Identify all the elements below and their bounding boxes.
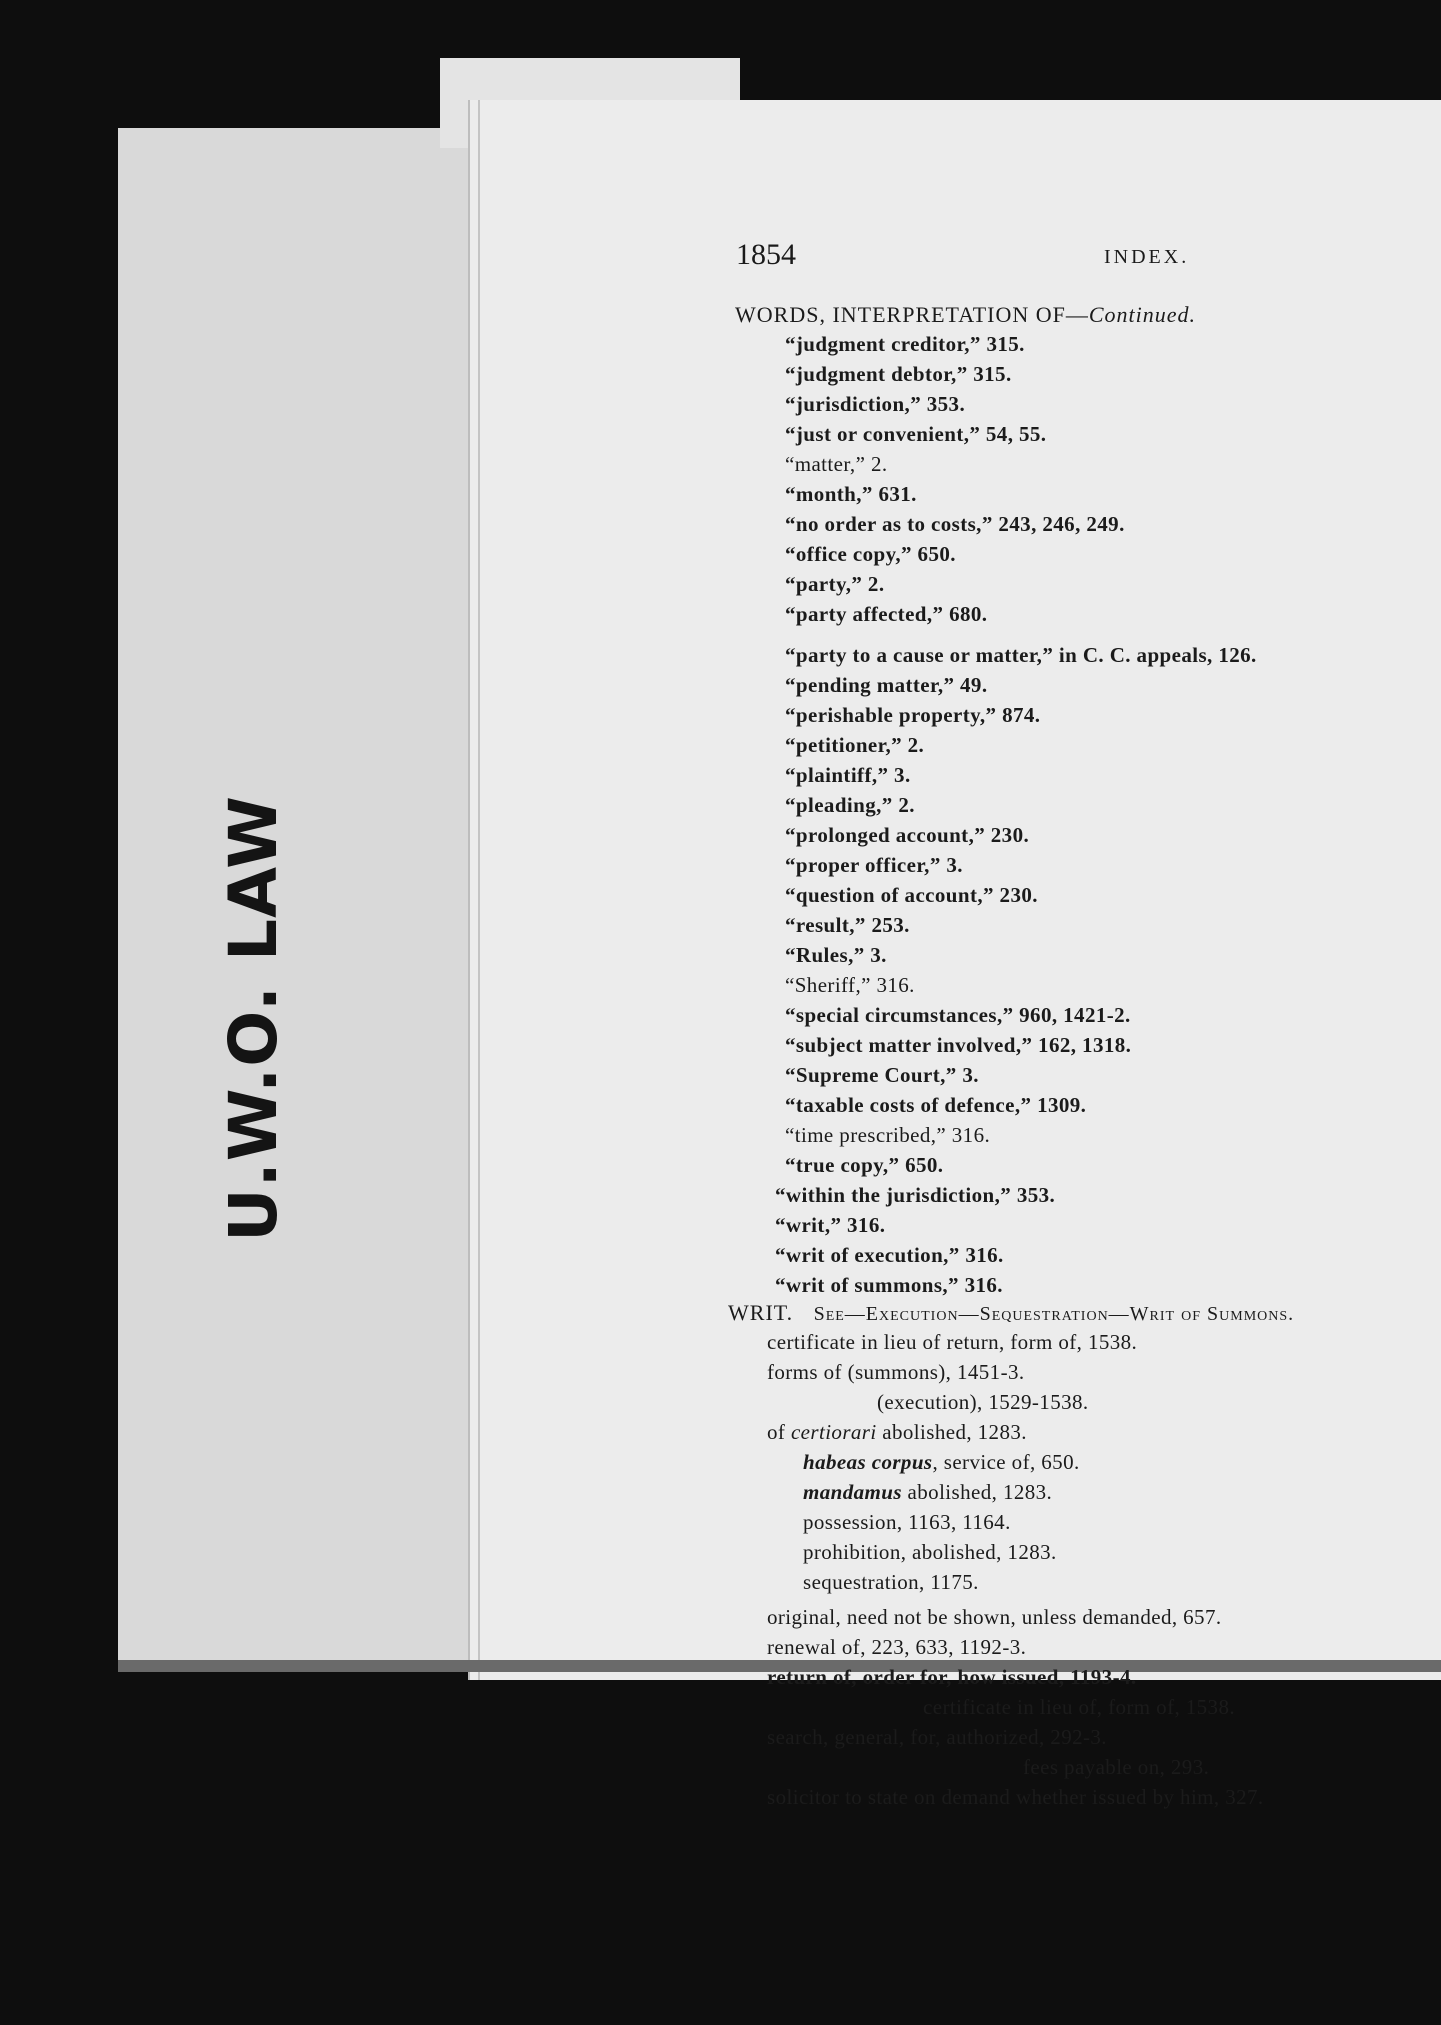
index-entry: “Supreme Court,” 3. (785, 1063, 979, 1087)
index-entry: of certiorari abolished, 1283. (767, 1420, 1027, 1444)
index-entry: “writ,” 316. (775, 1213, 886, 1237)
index-entry: “office copy,” 650. (785, 542, 956, 566)
index-entry: “pending matter,” 49. (785, 673, 988, 697)
index-entry: mandamus abolished, 1283. (803, 1480, 1053, 1504)
index-entry: return of, order for, how issued, 1193-4. (767, 1665, 1137, 1689)
page-number: 1854 (736, 238, 796, 271)
index-entry: “party affected,” 680. (785, 602, 988, 626)
index-entry: “taxable costs of defence,” 1309. (785, 1093, 1087, 1117)
index-entry: solicitor to state on demand whether issued by him, 327. (767, 1785, 1264, 1809)
running-title: INDEX. (1104, 246, 1190, 268)
index-entry: certificate in lieu of return, form of, 1538. (767, 1330, 1138, 1354)
index-heading-writ: WRIT. See—Execution—Sequestration—Writ of Summons. (728, 1300, 1295, 1325)
index-entry: “within the jurisdiction,” 353. (775, 1183, 1056, 1207)
index-entry: “time prescribed,” 316. (785, 1123, 991, 1147)
index-entry: “matter,” 2. (785, 452, 888, 476)
index-entry: possession, 1163, 1164. (803, 1510, 1011, 1534)
index-entry: “month,” 631. (785, 482, 917, 506)
index-entry: “special circumstances,” 960, 1421-2. (785, 1003, 1131, 1027)
index-entry: “no order as to costs,” 243, 246, 249. (785, 512, 1125, 536)
index-entry: “writ of summons,” 316. (775, 1273, 1003, 1297)
index-entry: “Sheriff,” 316. (785, 973, 915, 997)
index-entry: original, need not be shown, unless demanded, 657. (767, 1605, 1222, 1629)
index-entry: renewal of, 223, 633, 1192-3. (767, 1635, 1027, 1659)
index-entry: “party,” 2. (785, 572, 885, 596)
index-entry: fees payable on, 293. (1023, 1755, 1210, 1779)
library-stamp-text: U.W.O. LAW (214, 794, 292, 1242)
index-entry: “plaintiff,” 3. (785, 763, 911, 787)
index-entry: “judgment debtor,” 315. (785, 362, 1012, 386)
index-entry: “writ of execution,” 316. (775, 1243, 1004, 1267)
index-entry: certificate in lieu of, form of, 1538. (923, 1695, 1236, 1719)
index-entry: “just or convenient,” 54, 55. (785, 422, 1047, 446)
index-entry: “proper officer,” 3. (785, 853, 963, 877)
index-entry: “prolonged account,” 230. (785, 823, 1030, 847)
index-entry: habeas corpus, service of, 650. (803, 1450, 1080, 1474)
index-entry: “party to a cause or matter,” in C. C. appeals, 126. (785, 643, 1257, 667)
index-entry: (execution), 1529-1538. (877, 1390, 1089, 1414)
index-entry: “judgment creditor,” 315. (785, 332, 1025, 356)
index-entry: “subject matter involved,” 162, 1318. (785, 1033, 1132, 1057)
index-entry: “Rules,” 3. (785, 943, 887, 967)
index-entry: “true copy,” 650. (785, 1153, 944, 1177)
index-entry: search, general, for, authorized, 292-3. (767, 1725, 1107, 1749)
index-heading-words: WORDS, INTERPRETATION OF—Continued. (735, 302, 1197, 327)
index-entry: “pleading,” 2. (785, 793, 915, 817)
index-entry: prohibition, abolished, 1283. (803, 1540, 1057, 1564)
index-entry: “perishable property,” 874. (785, 703, 1041, 727)
index-entry: “jurisdiction,” 353. (785, 392, 966, 416)
index-entry: “petitioner,” 2. (785, 733, 925, 757)
index-entry: “result,” 253. (785, 913, 910, 937)
index-entry: “question of account,” 230. (785, 883, 1038, 907)
index-entry: sequestration, 1175. (803, 1570, 979, 1594)
index-entry: forms of (summons), 1451-3. (767, 1360, 1025, 1384)
